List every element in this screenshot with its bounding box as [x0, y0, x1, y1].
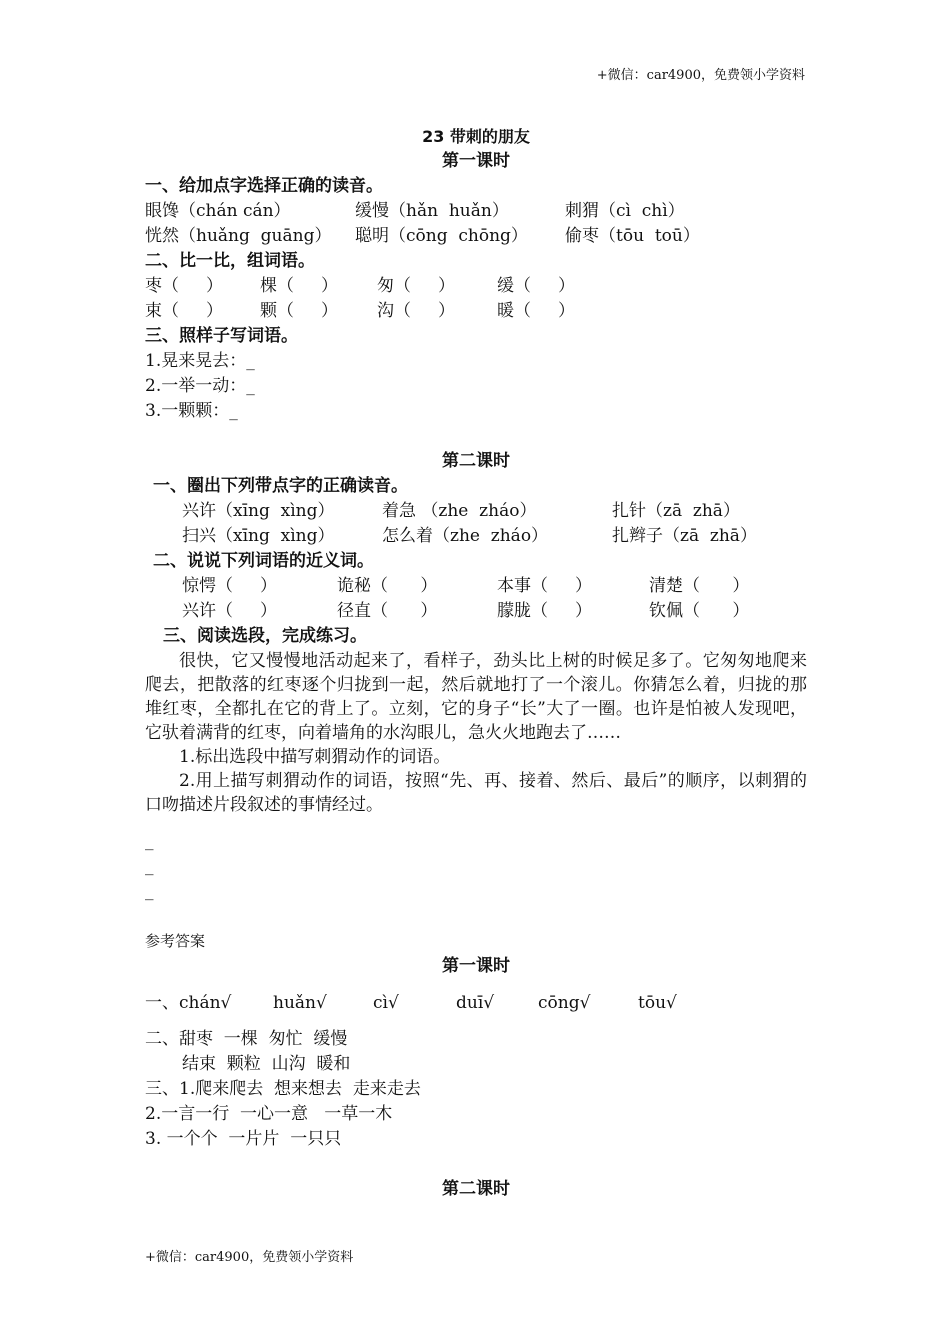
pinyin-item: 聪明（cōng chōng）: [355, 226, 528, 246]
l2-q1-heading: 一、圈出下列带点字的正确读音。: [153, 476, 408, 496]
synonym-blank: 诡秘（ ）: [337, 576, 438, 596]
pinyin-item: 兴许（xīng xìng）: [182, 501, 335, 521]
answers-label: 参考答案: [145, 932, 206, 950]
l2-q2-row2: [145, 599, 807, 624]
word-blank: 枣（ ）: [145, 276, 224, 296]
answer-blank: _: [145, 856, 154, 876]
synonym-blank: 惊愕（ ）: [182, 576, 278, 596]
l2-q3-heading: 三、阅读选段，完成练习。: [163, 626, 367, 646]
pinyin-item: 扫兴（xīng xìng）: [182, 526, 335, 546]
answer-blank: _: [145, 881, 154, 901]
page-title: 23 带刺的朋友: [422, 127, 530, 146]
reading-passage: 很快，它又慢慢地活动起来了，看样子，劲头比上树的时候足多了。它匆匆地爬来爬去，把散落的红枣逐个归拢到一起，然后就地打了一个滚儿。你猜怎么着，归拢的那堆红枣，全都扎在它的背上了。立刻，它的身子“长”大了一圈。也许是怕被人发现吧，它驮着满背的红枣，向着墙角的水沟眼儿，急火火地跑去了……: [145, 651, 807, 743]
l1-q2-heading: 二、比一比，组词语。: [145, 251, 315, 271]
l1-q2-row2: [145, 299, 807, 324]
word-blank: 棵（ ）: [260, 276, 339, 296]
l1-q2-row1: [145, 274, 807, 299]
answer-item: huǎn√: [273, 993, 327, 1013]
word-blank: 颗（ ）: [260, 301, 339, 321]
pinyin-item: 恍然（huǎng guāng）: [145, 226, 332, 246]
answers-lesson2-heading: 第二课时: [442, 1179, 510, 1199]
word-blank: 沟（ ）: [377, 301, 456, 321]
pinyin-item: 扎针（zā zhā）: [612, 501, 740, 521]
l1-q3-item: 2.一举一动：_: [145, 376, 255, 396]
answer-blank: _: [145, 831, 154, 851]
task-1: 1.标出选段中描写刺猬动作的词语。: [179, 747, 451, 767]
synonym-blank: 朦胧（ ）: [497, 601, 593, 621]
worksheet: [145, 124, 807, 1202]
pinyin-item: 扎辫子（zā zhā）: [612, 526, 757, 546]
lesson1-heading: 第一课时: [442, 151, 510, 171]
task-2: 2.用上描写刺猬动作的词语，按照“先、再、接着、然后、最后”的顺序，以刺猬的口吻描述片段叙述的事情经过。: [145, 771, 807, 815]
synonym-blank: 径直（ ）: [337, 601, 438, 621]
word-blank: 暖（ ）: [497, 301, 576, 321]
l2-q2-row1: [145, 574, 807, 599]
answers-a1: [145, 991, 807, 1016]
pinyin-item: 缓慢（hǎn huǎn）: [355, 201, 509, 221]
synonym-blank: 钦佩（ ）: [649, 601, 750, 621]
answers-lesson1-heading: 第一课时: [442, 956, 510, 976]
answers-a3-line1: 三、1.爬来爬去 想来想去 走来走去: [145, 1079, 421, 1099]
l2-q1-row2: [145, 524, 807, 549]
l2-q2-heading: 二、说说下列词语的近义词。: [153, 551, 374, 571]
l1-q3-item: 1.晃来晃去：_: [145, 351, 255, 371]
synonym-blank: 清楚（ ）: [649, 576, 750, 596]
pinyin-item: 偷枣（tōu toū）: [565, 226, 700, 246]
word-blank: 束（ ）: [145, 301, 224, 321]
answers-a3-line3: 3. 一个个 一片片 一只只: [145, 1129, 342, 1149]
answer-item: duī√: [456, 993, 495, 1013]
answer-item: 一、chán√: [145, 993, 232, 1013]
word-blank: 缓（ ）: [497, 276, 576, 296]
synonym-blank: 兴许（ ）: [182, 601, 278, 621]
answers-a2-line2: 结束 颗粒 山沟 暖和: [182, 1054, 351, 1074]
answer-item: cì√: [373, 993, 399, 1013]
l2-q1-row1: [145, 499, 807, 524]
pinyin-item: 着急 （zhe zháo）: [382, 501, 537, 521]
l1-q1-row2: [145, 224, 807, 249]
pinyin-item: 眼馋（chán cán）: [145, 201, 291, 221]
l1-q3-item: 3.一颗颗：_: [145, 401, 238, 421]
lesson2-heading: 第二课时: [442, 451, 510, 471]
header-note: +微信：car4900，免费领小学资料: [596, 68, 805, 83]
word-blank: 匆（ ）: [377, 276, 456, 296]
footer-note: +微信：car4900，免费领小学资料: [145, 1250, 354, 1265]
synonym-blank: 本事（ ）: [497, 576, 593, 596]
l1-q1-row1: [145, 199, 807, 224]
pinyin-item: 刺猬（cì chì）: [565, 201, 685, 221]
answer-item: cōng√: [538, 993, 591, 1013]
answers-a3-line2: 2.一言一行 一心一意 一草一木: [145, 1104, 393, 1124]
pinyin-item: 怎么着（zhe zháo）: [382, 526, 549, 546]
l1-q3-heading: 三、照样子写词语。: [145, 326, 298, 346]
answer-item: tōu√: [638, 993, 677, 1013]
answers-a2-line1: 二、甜枣 一棵 匆忙 缓慢: [145, 1029, 348, 1049]
l1-q1-heading: 一、给加点字选择正确的读音。: [145, 176, 383, 196]
